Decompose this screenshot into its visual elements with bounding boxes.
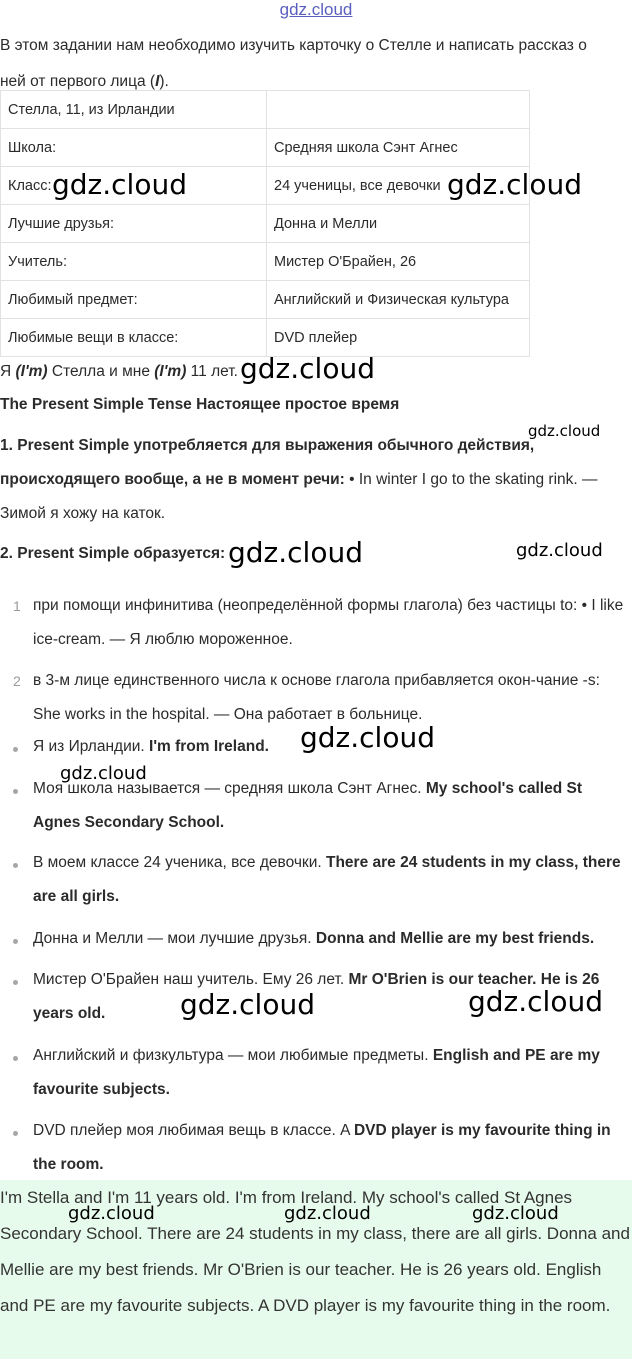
table-cell: Школа: xyxy=(1,129,267,167)
bullet-ru: Моя школа называется — средняя школа Сэнт Агнес. xyxy=(33,780,426,797)
bullet-en: Donna and Mellie are my best friends. xyxy=(315,930,595,947)
table-row xyxy=(1,205,530,243)
rule-2: 2. Present Simple образуется: xyxy=(0,545,226,562)
watermark: gdz.cloud xyxy=(472,1203,559,1224)
watermark: gdz.cloud xyxy=(240,352,375,385)
watermark: gdz.cloud xyxy=(468,985,603,1018)
watermark: gdz.cloud xyxy=(528,422,601,440)
list-item-text xyxy=(33,1039,625,1107)
list-number: 1 xyxy=(13,598,21,614)
watermark: gdz.cloud xyxy=(180,988,315,1021)
bullet-icon xyxy=(13,772,18,806)
im-line-part: 11 лет. xyxy=(186,363,238,380)
table-row xyxy=(1,243,530,281)
table-row xyxy=(1,319,530,357)
im-line-part: Я xyxy=(0,363,16,380)
bullet-icon xyxy=(13,846,18,880)
list-item-text xyxy=(33,922,625,956)
bullet-ru: Английский и физкультура — мои любимые предметы. xyxy=(33,1047,433,1064)
im-stella-line xyxy=(0,363,238,381)
rule-1-normal: • In winter I go to the skating rink. — Зимой я хожу на каток. xyxy=(0,471,598,522)
watermark: gdz.cloud xyxy=(300,721,435,754)
table-cell: Класс: xyxy=(1,167,267,205)
stella-card-table xyxy=(0,90,530,357)
bullet-icon xyxy=(13,963,18,997)
watermark: gdz.cloud xyxy=(284,1203,371,1224)
table-cell: Донна и Мелли xyxy=(267,205,530,243)
bullet-ru: Мистер О'Брайен наш учитель. Ему 26 лет. xyxy=(33,971,349,988)
table-cell: Учитель: xyxy=(1,243,267,281)
bullet-ru: В моем классе 24 ученика, все девочки. xyxy=(33,854,326,871)
bullet-icon xyxy=(13,1114,18,1148)
bullet-en: DVD player is my favourite thing in the room. xyxy=(33,1122,611,1173)
watermark: gdz.cloud xyxy=(516,540,603,561)
list-number: 2 xyxy=(13,673,21,689)
bullet-en: I'm from Ireland. xyxy=(149,738,269,755)
table-row xyxy=(1,281,530,319)
site-header-link[interactable]: gdz.cloud xyxy=(279,0,353,19)
answer-text: I'm Stella and I'm 11 years old. I'm from Ireland. My school's called St Agnes Secondary School. There are 24 students in my class, there are all girls. Donna and Mellie are my best friends. Mr O'Brien is our teacher. He is 26 years old. English and PE are my favourite subjects. A DVD player is my favourite thing in the room. xyxy=(0,1188,630,1315)
bullet-en: My school's called St Agnes Secondary School. xyxy=(33,780,583,831)
bullet-icon xyxy=(13,1039,18,1073)
list-item-text: при помощи инфинитива (неопределённой формы глагола) без частицы to: • I like ice-cream. — Я люблю мороженное. xyxy=(33,597,624,648)
watermark: gdz.cloud xyxy=(228,536,363,569)
watermark: gdz.cloud xyxy=(68,1203,155,1224)
table-cell: Любимые вещи в классе: xyxy=(1,319,267,357)
list-item-text xyxy=(33,1114,625,1182)
bullet-icon xyxy=(13,730,18,764)
bullet-ru: DVD плейер моя любимая вещь в классе. A xyxy=(33,1122,354,1139)
table-cell: DVD плейер xyxy=(267,319,530,357)
list-item-text xyxy=(33,846,625,914)
table-cell: Любимый предмет: xyxy=(1,281,267,319)
im-line-em: (I'm) xyxy=(154,363,187,380)
table-cell: Стелла, 11, из Ирландии xyxy=(1,91,267,129)
rule-1 xyxy=(0,429,628,531)
watermark: gdz.cloud xyxy=(52,168,187,201)
table-cell: 24 ученицы, все девочки xyxy=(267,167,530,205)
intro-text: В этом задании нам необходимо изучить карточку о Стелле и написать рассказ о ней от первого лица ( xyxy=(0,37,587,90)
watermark: gdz.cloud xyxy=(60,763,147,784)
list-item-text: в 3-м лице единственного числа к основе глагола прибавляется окон-чание -s: She works in the hospital. — Она работает в больнице. xyxy=(33,672,600,723)
table-row xyxy=(1,91,530,129)
bullet-icon xyxy=(13,922,18,956)
intro-end: ). xyxy=(159,73,169,90)
im-line-em: (I'm) xyxy=(15,363,48,380)
bullet-en: English and PE are my favourite subjects. xyxy=(33,1047,600,1098)
bullet-ru: Донна и Мелли — мои лучшие друзья. xyxy=(33,930,316,947)
bullet-ru: Я из Ирландии. xyxy=(33,738,150,755)
im-line-part: Стелла и мне xyxy=(47,363,155,380)
rule-1-bold: 1. Present Simple употребляется для выражения обычного действия, происходящего вообще, а не в момент речи: xyxy=(0,437,535,488)
table-row xyxy=(1,129,530,167)
bullet-en: There are 24 students in my class, there are all girls. xyxy=(33,854,621,905)
table-cell: Мистер О'Брайен, 26 xyxy=(267,243,530,281)
intro-em: I xyxy=(155,73,160,90)
table-cell: Лучшие друзья: xyxy=(1,205,267,243)
table-cell: Средняя школа Сэнт Агнес xyxy=(267,129,530,167)
grammar-title: The Present Simple Tense Настоящее простое время xyxy=(0,396,400,413)
table-cell xyxy=(267,91,530,129)
table-cell: Английский и Физическая культура xyxy=(267,281,530,319)
watermark: gdz.cloud xyxy=(447,168,582,201)
bullet-en: Mr O'Brien is our teacher. He is 26 years old. xyxy=(33,971,600,1022)
